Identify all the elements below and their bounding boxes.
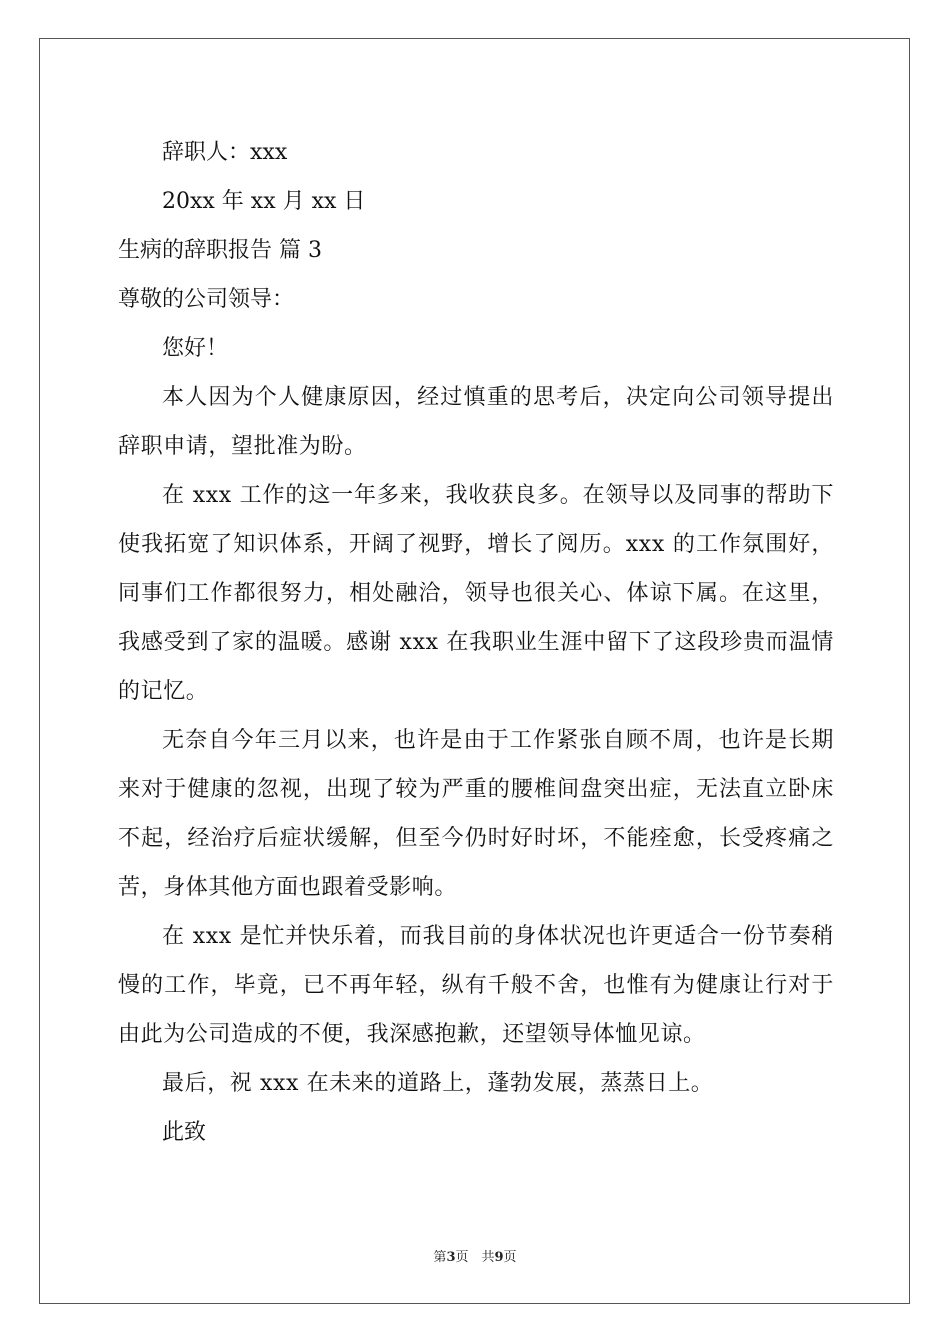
footer-mid: 页 共 bbox=[455, 1250, 495, 1265]
salutation: 尊敬的公司领导： bbox=[118, 287, 295, 312]
total-pages-number: 9 bbox=[494, 1250, 504, 1265]
paragraph-health: 无奈自今年三月以来，也许是由于工作紧张自顾不周，也许是长期来对于健康的忽视，出现了较为严重的腰椎间盘突出症，无法直立卧床不起，经治疗后症状缓解，但至今仍时好时坏，不能痊愈，长受疼痛之苦，身体其他方面也跟着受影响。 bbox=[118, 728, 834, 900]
footer-suffix: 页 bbox=[503, 1250, 517, 1265]
page-footer bbox=[0, 1246, 950, 1265]
paragraph-wishes: 最后，祝 xxx 在未来的道路上，蓬勃发展，蒸蒸日上。 bbox=[162, 1071, 714, 1096]
paragraph-gratitude: 在 xxx 工作的这一年多来，我收获良多。在领导以及同事的帮助下使我拓宽了知识体系，开阔了视野，增长了阅历。xxx 的工作氛围好，同事们工作都很努力，相处融洽，领导也很关心、体谅下属。在这里，我感受到了家的温暖。感谢 xxx 在我职业生涯中留下了这段珍贵而温情的记忆。 bbox=[118, 483, 834, 704]
greeting: 您好！ bbox=[162, 336, 229, 361]
paragraph-reason: 本人因为个人健康原因，经过慎重的思考后，决定向公司领导提出辞职申请，望批准为盼。 bbox=[118, 385, 834, 459]
section-title: 生病的辞职报告 篇 3 bbox=[118, 238, 322, 263]
paragraph-apology: 在 xxx 是忙并快乐着，而我目前的身体状况也许更适合一份节奏稍慢的工作，毕竟，已不再年轻，纵有千般不舍，也惟有为健康让行对于由此为公司造成的不便，我深感抱歉，还望领导体恤见谅。 bbox=[118, 924, 834, 1047]
signer-line: 辞职人：xxx bbox=[162, 140, 288, 165]
current-page-number: 3 bbox=[446, 1250, 456, 1265]
date-line: 20xx 年 xx 月 xx 日 bbox=[162, 189, 366, 214]
document-body bbox=[118, 128, 834, 1157]
closing-line: 此致 bbox=[162, 1120, 207, 1145]
footer-prefix: 第 bbox=[433, 1250, 447, 1265]
